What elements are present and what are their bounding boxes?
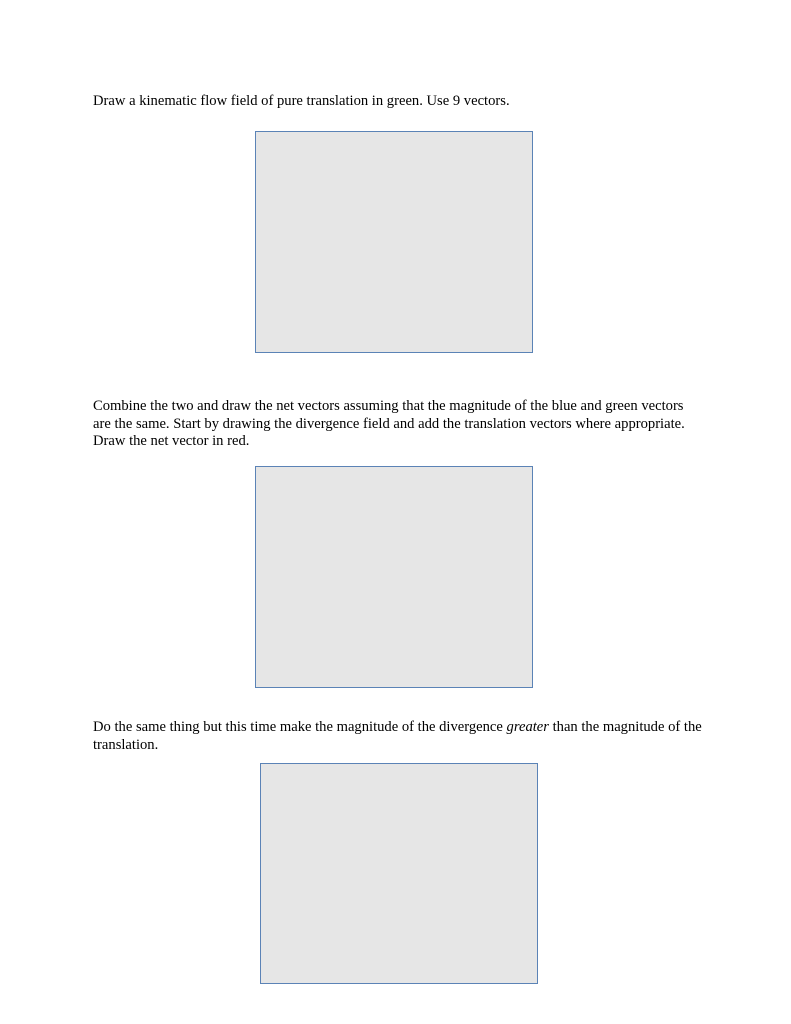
- question-3-text: [93, 719, 703, 754]
- drawing-area-1[interactable]: [255, 131, 533, 353]
- drawing-area-3[interactable]: [260, 763, 538, 984]
- drawing-area-2[interactable]: [255, 466, 533, 688]
- question-2-text: Combine the two and draw the net vectors assuming that the magnitude of the blue and green vectors are the same. Start by drawing the divergence field and add the translation vectors where appropriate. Draw the net vector in red.: [93, 398, 685, 449]
- question-3-text-before: Do the same thing but this time make the magnitude of the divergence: [93, 719, 507, 735]
- question-3-text-after: than the magnitude of the translation.: [93, 719, 702, 753]
- question-1-text: Draw a kinematic flow field of pure translation in green. Use 9 vectors.: [93, 93, 510, 109]
- question-3-emphasis: greater: [506, 719, 549, 735]
